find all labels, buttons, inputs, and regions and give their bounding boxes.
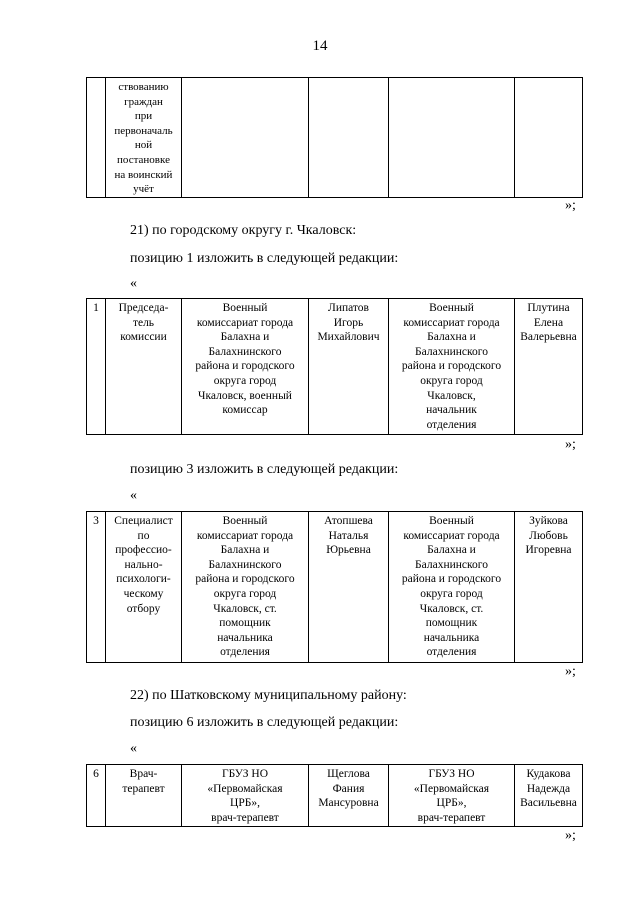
- table-position-6: [86, 764, 583, 827]
- cell-name-main: Липатов Игорь Михайлович: [309, 299, 389, 435]
- instruction-position-6: позицию 6 изложить в следующей редакции:: [130, 715, 399, 730]
- closing-mark: »;: [565, 198, 576, 213]
- cell-org-reserve: ГБУЗ НО «Первомайская ЦРБ», врач-терапевт: [389, 765, 515, 827]
- cell-number: 3: [87, 512, 106, 663]
- cell-number: 1: [87, 299, 106, 435]
- cell-name-main: Атопшева Наталья Юрьевна: [309, 512, 389, 663]
- cell-name-reserve: Зуйкова Любовь Игоревна: [515, 512, 583, 663]
- cell-org-main: Военный комиссариат города Балахна и Балахнинского района и городского округа город Чкаловск, военный комиссар: [182, 299, 309, 435]
- table-position-3: [86, 511, 583, 663]
- cell-org-main: [182, 78, 309, 198]
- cell-org-reserve: [389, 78, 515, 198]
- cell-org-main: Военный комиссариат города Балахна и Балахнинского района и городского округа город Чкаловск, ст. помощник начальника отделения: [182, 512, 309, 663]
- section-heading-22: 22) по Шатковскому муниципальному району:: [130, 688, 407, 703]
- cell-org-main: ГБУЗ НО «Первомайская ЦРБ», врач-терапевт: [182, 765, 309, 827]
- cell-position: ствованию граждан при первоначаль ной постановке на воинский учёт: [106, 78, 182, 198]
- cell-name-reserve: [515, 78, 583, 198]
- cell-name-reserve: Плутина Елена Валерьевна: [515, 299, 583, 435]
- page-number: 14: [312, 38, 328, 54]
- instruction-position-1: позицию 1 изложить в следующей редакции:: [130, 251, 399, 266]
- cell-org-reserve: Военный комиссариат города Балахна и Балахнинского района и городского округа город Чкаловск, начальник отделения: [389, 299, 515, 435]
- closing-mark: »;: [565, 828, 576, 843]
- table-row: [87, 512, 583, 663]
- open-quote: «: [130, 488, 137, 503]
- instruction-position-3: позицию 3 изложить в следующей редакции:: [130, 462, 399, 477]
- table-row: [87, 299, 583, 435]
- open-quote: «: [130, 276, 137, 291]
- cell-name-main: [309, 78, 389, 198]
- cell-name-main: Щеглова Фания Мансуровна: [309, 765, 389, 827]
- cell-position: Специалист по профессио- нально- психологи- ческому отбору: [106, 512, 182, 663]
- cell-org-reserve: Военный комиссариат города Балахна и Балахнинского района и городского округа город Чкаловск, ст. помощник начальника отделения: [389, 512, 515, 663]
- cell-number: [87, 78, 106, 198]
- table-row: [87, 78, 583, 198]
- section-heading-21: 21) по городскому округу г. Чкаловск:: [130, 223, 357, 238]
- cell-number: 6: [87, 765, 106, 827]
- closing-mark: »;: [565, 664, 576, 679]
- cell-name-reserve: Кудакова Надежда Васильевна: [515, 765, 583, 827]
- table-row: [87, 765, 583, 827]
- table-fragment-top: [86, 77, 583, 198]
- open-quote: «: [130, 741, 137, 756]
- cell-position: Врач- терапевт: [106, 765, 182, 827]
- table-position-1: [86, 298, 583, 435]
- cell-position: Председа- тель комиссии: [106, 299, 182, 435]
- closing-mark: »;: [565, 437, 576, 452]
